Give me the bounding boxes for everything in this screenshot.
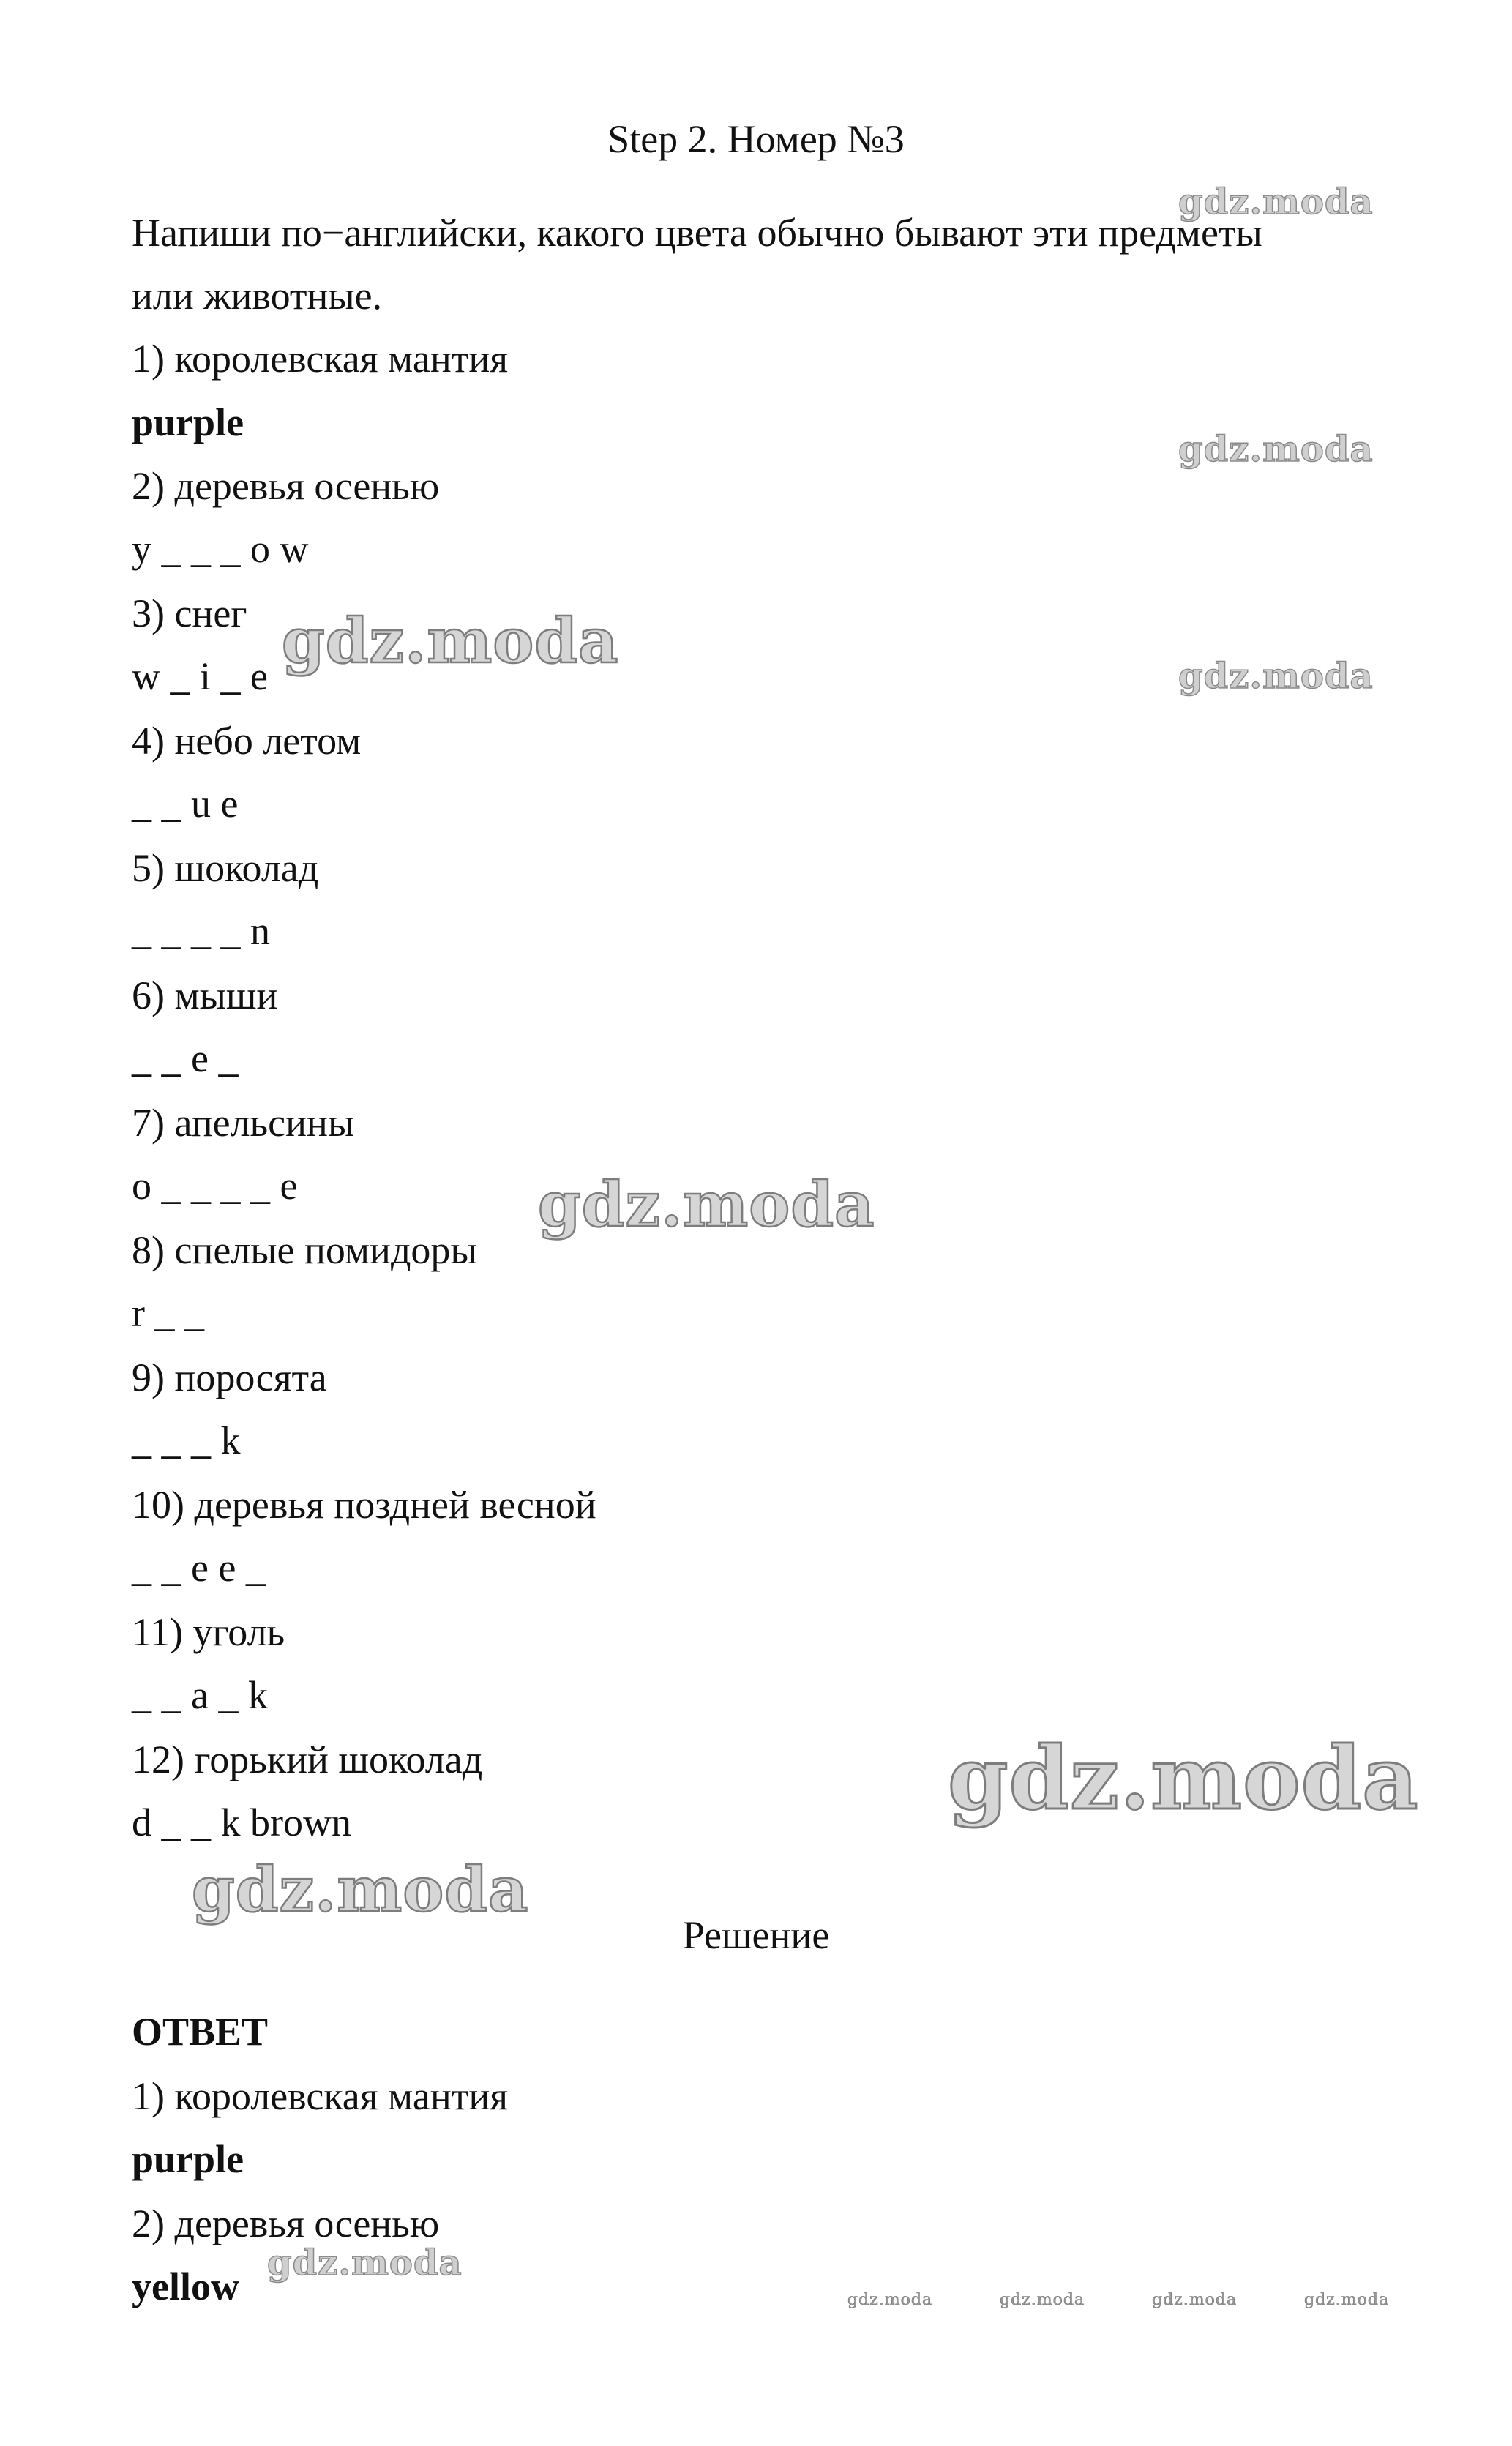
watermark: gdz.moda <box>192 1853 529 1926</box>
blank-6: _ _ e _ <box>132 1036 239 1080</box>
answer-heading: ОТВЕТ <box>132 2010 269 2054</box>
question-4: 4) небо летом <box>132 719 362 763</box>
answer-1: purple <box>132 400 244 444</box>
blank-12: d _ _ k brown <box>132 1800 351 1844</box>
solution-answer-1: purple <box>132 2137 244 2181</box>
question-7: 7) апельсины <box>132 1101 355 1145</box>
watermark: gdz.moda <box>267 2243 463 2284</box>
question-2: 2) деревья осенью <box>132 464 440 508</box>
question-10: 10) деревья поздней весной <box>132 1483 596 1527</box>
blank-9: _ _ _ k <box>132 1418 241 1462</box>
question-6: 6) мыши <box>132 973 278 1017</box>
blank-3: w _ i _ e <box>132 654 268 698</box>
question-11: 11) уголь <box>132 1610 285 1654</box>
question-5: 5) шоколад <box>132 846 319 890</box>
page-header: Step 2. Номер №3 <box>607 117 905 161</box>
blank-11: _ _ a _ k <box>132 1673 268 1717</box>
watermark: gdz.moda <box>282 605 619 677</box>
watermark: gdz.moda <box>1178 182 1374 222</box>
question-9: 9) поросята <box>132 1355 327 1399</box>
watermark: gdz.moda <box>1152 2291 1238 2309</box>
blank-4: _ _ u e <box>132 782 239 826</box>
watermark: gdz.moda <box>948 1727 1419 1829</box>
blank-2: y _ _ _ o w <box>132 527 309 571</box>
watermark: gdz.moda <box>847 2291 933 2309</box>
watermark: gdz.moda <box>1000 2291 1085 2309</box>
watermark: gdz.moda <box>1178 429 1374 470</box>
blank-10: _ _ e e _ <box>132 1546 266 1590</box>
question-12: 12) горький шоколад <box>132 1738 483 1781</box>
watermark: gdz.moda <box>1304 2291 1390 2309</box>
task-text-line-2: или животные. <box>132 274 383 318</box>
blank-7: o _ _ _ _ e <box>132 1164 298 1208</box>
question-8: 8) спелые помидоры <box>132 1228 477 1272</box>
task-text-line-1: Напиши по−английски, какого цвета обычно бывают эти предметы <box>132 211 1262 255</box>
solution-question-2: 2) деревья осенью <box>132 2202 440 2245</box>
solution-question-1: 1) королевская мантия <box>132 2074 509 2118</box>
blank-5: _ _ _ _ n <box>132 909 270 953</box>
blank-8: r _ _ <box>132 1291 204 1335</box>
watermark: gdz.moda <box>538 1168 875 1241</box>
question-1: 1) королевская мантия <box>132 337 509 381</box>
solution-heading: Решение <box>682 1913 830 1957</box>
question-3: 3) снег <box>132 591 247 635</box>
watermark: gdz.moda <box>1178 656 1374 697</box>
solution-answer-2: yellow <box>132 2264 239 2308</box>
